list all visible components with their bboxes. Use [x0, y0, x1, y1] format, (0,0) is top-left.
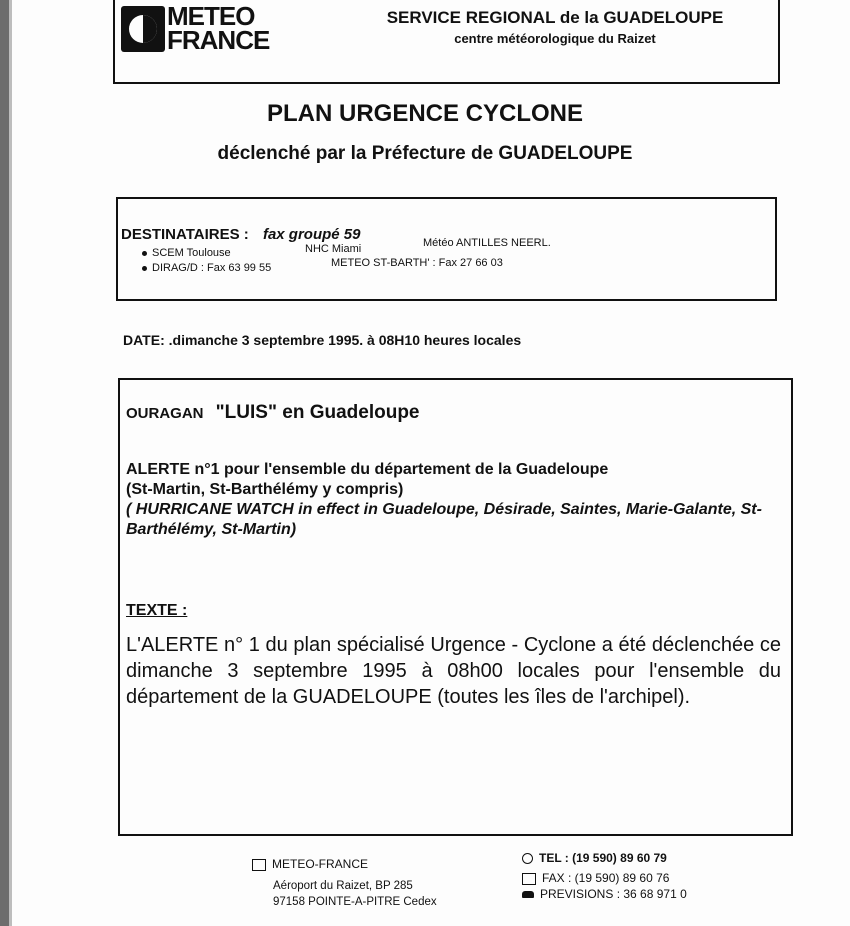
recipients-label: DESTINATAIRES : [121, 226, 249, 243]
hurricane-watch-line: ( HURRICANE WATCH in effect in Guadeloupe, Désirade, Saintes, Marie-Galante, St-Barthélémy, St-Martin) [126, 501, 762, 538]
telephone-icon [522, 891, 534, 898]
hurricane-label: OURAGAN [126, 405, 204, 422]
fax-icon [522, 873, 536, 885]
service-heading [355, 8, 755, 46]
date-line: DATE: .dimanche 3 septembre 1995. à 08H10 heures locales [123, 332, 522, 348]
plan-title: PLAN URGENCE CYCLONE [266, 100, 584, 127]
recipient-nhc: NHC Miami [305, 243, 362, 255]
hurricane-name: "LUIS" en Guadeloupe [215, 402, 420, 423]
plan-subtitle: déclenché par la Préfecture de GUADELOUPE [217, 143, 633, 164]
footer-previsions: PREVISIONS : 36 68 971 0 [522, 886, 687, 902]
footer-address-1: Aéroport du Raizet, BP 285 [273, 880, 413, 892]
alert-line-1: ALERTE n°1 pour l'ensemble du département de la Guadeloupe [126, 461, 609, 478]
logo-mark-icon [121, 6, 165, 52]
alert-line-2: (St-Martin, St-Barthélémy y compris) [126, 481, 404, 498]
footer-address [252, 856, 437, 910]
footer-fax: FAX : (19 590) 89 60 76 [522, 870, 687, 886]
footer-tel: TEL : (19 590) 89 60 79 [522, 850, 687, 866]
recipients-box [116, 197, 777, 301]
scan-edge [0, 0, 9, 926]
service-subtitle: centre météorologique du Raizet [454, 31, 656, 46]
footer-org: METEO-FRANCE [252, 856, 437, 872]
bullet-icon [142, 251, 147, 256]
footer-address-2: 97158 POINTE-A-PITRE Cedex [273, 896, 437, 908]
scan-edge-shadow [9, 0, 12, 926]
recipient-antilles: Météo ANTILLES NEERL. [423, 237, 551, 249]
recipient-scem: SCEM Toulouse [142, 247, 231, 259]
service-title: SERVICE REGIONAL de la GUADELOUPE [386, 8, 724, 27]
hurricane-heading [126, 402, 781, 424]
recipient-dirag: DIRAG/D : Fax 63 99 55 [142, 262, 271, 274]
recipients-group: fax groupé 59 [262, 226, 361, 243]
letterhead-box [113, 0, 780, 84]
text-body: L'ALERTE n° 1 du plan spécialisé Urgence - Cyclone a été déclenchée ce dimanche 3 septembre 1995 à 08h00 locales pour l'ensemble du département de la GUADELOUPE (toutes les îles de l'archipel). [126, 634, 781, 708]
alert-block [126, 460, 781, 540]
building-icon [252, 859, 266, 871]
logo-line-1: METEO [167, 1, 255, 31]
logo-line-2: FRANCE [167, 25, 270, 55]
phone-logo-icon [522, 853, 533, 864]
bulletin-box [118, 378, 793, 836]
recipient-stbarth: METEO ST-BARTH' : Fax 27 66 03 [331, 257, 503, 269]
recipients-heading [121, 226, 360, 243]
meteo-france-logo [121, 1, 305, 55]
bullet-icon [142, 266, 147, 271]
footer-contacts [522, 850, 687, 902]
text-heading: TEXTE : [126, 602, 188, 619]
